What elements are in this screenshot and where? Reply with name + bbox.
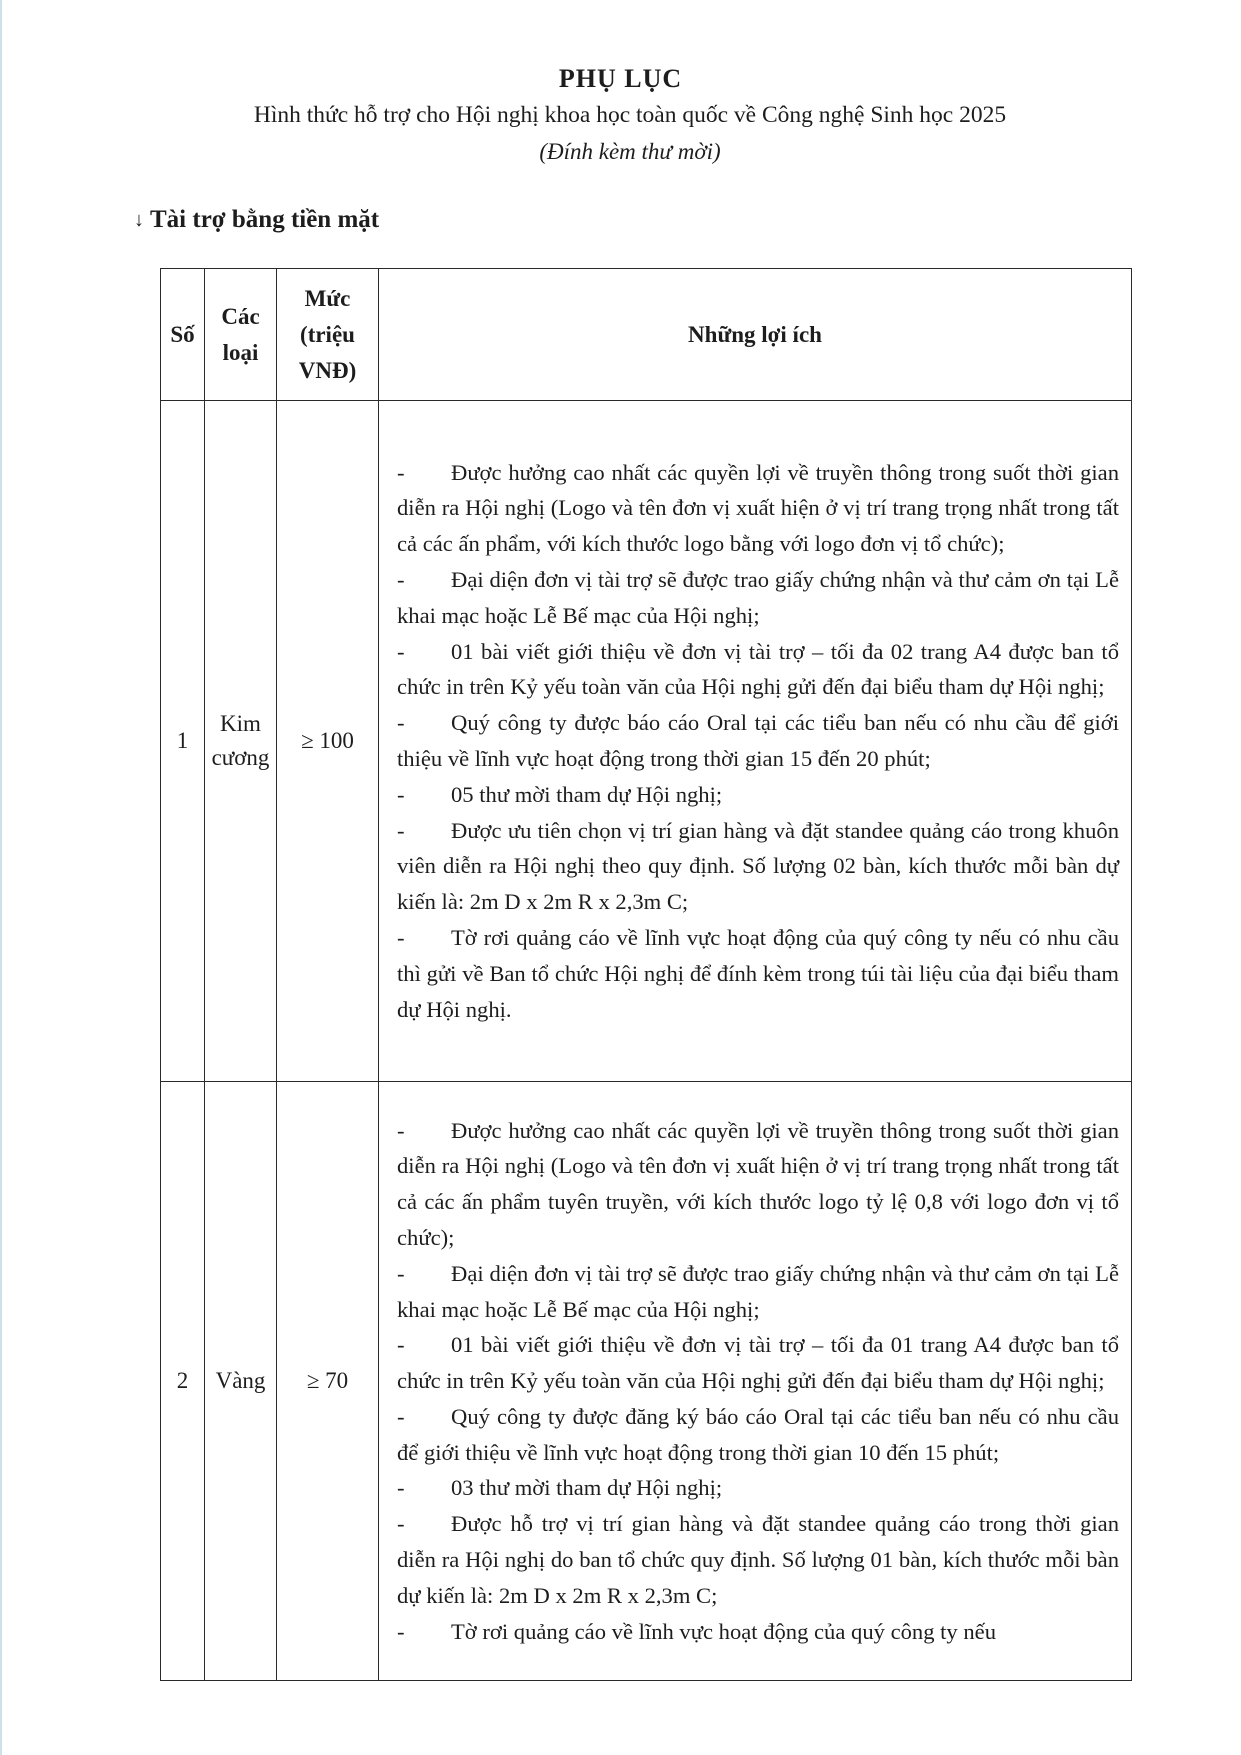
table-row [161, 1082, 1132, 1681]
benefit-item: - 05 thư mời tham dự Hội nghị; [397, 781, 723, 807]
benefit-item: - Tờ rơi quảng cáo về lĩnh vực hoạt động của quý công ty nếu có nhu cầu thì gửi về Ban tổ chức Hội nghị để đính kèm trong túi tài liệu của đại biểu tham dự Hội nghị. [397, 924, 1119, 1022]
header-type: Các loại [205, 269, 277, 401]
benefit-item: - Được hưởng cao nhất các quyền lợi về truyền thông trong suốt thời gian diễn ra Hội nghị (Logo và tên đơn vị xuất hiện ở vị trí trang trọng nhất trong tất cả các ấn phẩm, với kích thước logo bằng với logo đơn vị tổ chức); [397, 459, 1119, 557]
benefit-item: - 01 bài viết giới thiệu về đơn vị tài trợ – tối đa 01 trang A4 được ban tổ chức in trên Kỷ yếu toàn văn của Hội nghị gửi đến đại biểu tham dự Hội nghị; [397, 1332, 1119, 1394]
benefit-item: - Được ưu tiên chọn vị trí gian hàng và đặt standee quảng cáo trong khuôn viên diễn ra Hội nghị theo quy định. Số lượng 02 bàn, kích thước mỗi bàn dự kiến là: 2m D x 2m R x 2,3m C; [397, 817, 1119, 915]
sponsorship-table [160, 268, 1132, 1681]
benefit-item: - Đại diện đơn vị tài trợ sẽ được trao giấy chứng nhận và thư cảm ơn tại Lễ khai mạc hoặc Lễ Bế mạc của Hội nghị; [397, 567, 1119, 628]
header-no: Số [161, 269, 205, 401]
benefit-item: - Tờ rơi quảng cáo về lĩnh vực hoạt động của quý công ty nếu [397, 1618, 996, 1644]
row-no: 1 [161, 401, 205, 1082]
attachment-note: (Đính kèm thư mời) [539, 139, 721, 164]
section-heading [134, 206, 379, 234]
benefit-item: - Quý công ty được đăng ký báo cáo Oral tại các tiểu ban nếu có nhu cầu để giới thiệu về lĩnh vực hoạt động trong thời gian 10 đến 15 phút; [397, 1403, 1119, 1465]
table-row [161, 401, 1132, 1082]
row-benefits [379, 401, 1132, 1082]
row-no: 2 [161, 1082, 205, 1681]
benefit-item: - Được hưởng cao nhất các quyền lợi về truyền thông trong suốt thời gian diễn ra Hội nghị (Logo và tên đơn vị xuất hiện ở vị trí trang trọng nhất trong tất cả các ấn phẩm tuyên truyền, với kích thước logo tỷ lệ 0,8 với logo đơn vị tổ chức); [397, 1117, 1119, 1250]
row-benefits [379, 1082, 1132, 1681]
benefit-item: - 01 bài viết giới thiệu về đơn vị tài trợ – tối đa 02 trang A4 được ban tổ chức in trên Kỷ yếu toàn văn của Hội nghị gửi đến đại biểu tham dự Hội nghị; [397, 638, 1119, 700]
header-amount: Mức (triệu VNĐ) [277, 269, 379, 401]
arrow-down-icon: ↓ [134, 208, 144, 231]
scan-edge [0, 0, 2, 1755]
row-type: Kim cương [205, 401, 277, 1082]
row-amount: ≥ 100 [277, 401, 379, 1082]
row-type: Vàng [205, 1082, 277, 1681]
section-title: Tài trợ bằng tiền mặt [150, 206, 380, 233]
table-header-row [161, 269, 1132, 401]
header-benefits: Những lợi ích [379, 269, 1132, 401]
benefit-item: - Được hỗ trợ vị trí gian hàng và đặt standee quảng cáo trong thời gian diễn ra Hội nghị do ban tổ chức quy định. Số lượng 01 bàn, kích thước mỗi bàn dự kiến là: 2m D x 2m R x 2,3m C; [397, 1511, 1119, 1608]
benefit-item: - Quý công ty được báo cáo Oral tại các tiểu ban nếu có nhu cầu để giới thiệu về lĩnh vực hoạt động trong thời gian 15 đến 20 phút; [397, 710, 1119, 771]
benefit-item: - Đại diện đơn vị tài trợ sẽ được trao giấy chứng nhận và thư cảm ơn tại Lễ khai mạc hoặc Lễ Bế mạc của Hội nghị; [397, 1260, 1119, 1322]
benefit-item: - 03 thư mời tham dự Hội nghị; [397, 1475, 723, 1501]
page-title: PHỤ LỤC [558, 64, 683, 93]
page-subtitle: Hình thức hỗ trợ cho Hội nghị khoa học toàn quốc về Công nghệ Sinh học 2025 [253, 102, 1007, 128]
row-amount: ≥ 70 [277, 1082, 379, 1681]
